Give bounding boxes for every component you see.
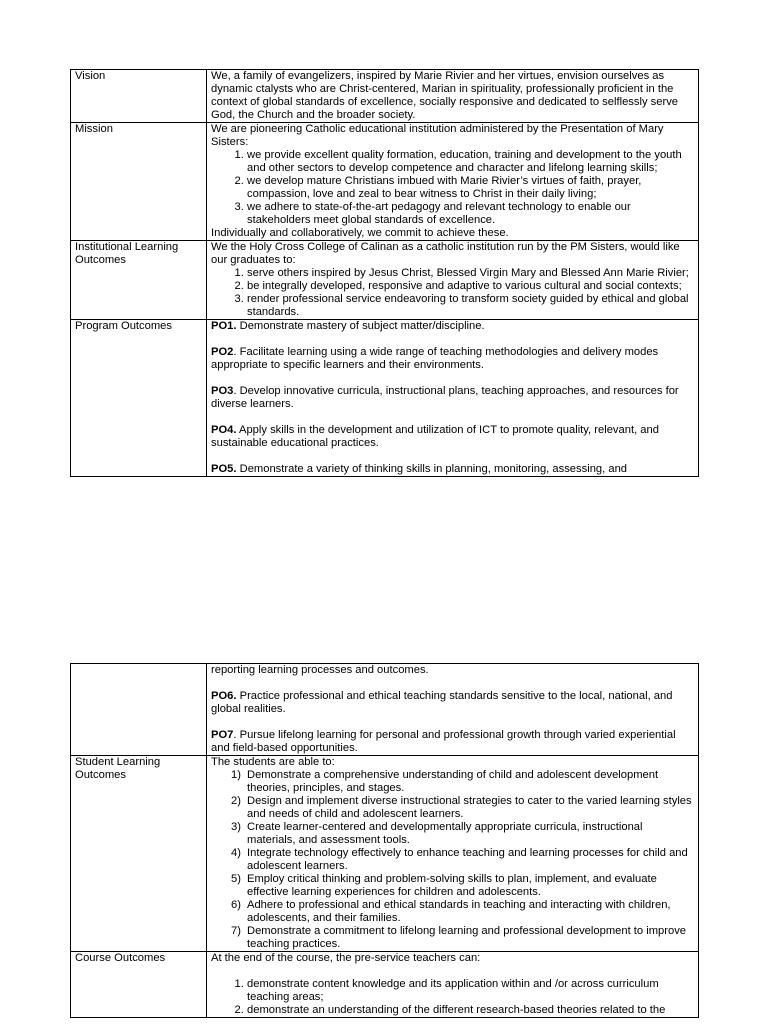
program-outcomes-continued-row bbox=[71, 664, 699, 756]
list-item: Integrate technology effectively to enhance teaching and learning processes for child and adolescent learners. bbox=[247, 847, 688, 872]
list-item: 1. we provide excellent quality formation, education, training and development to the youth and other sectors to develop competence and character and lifelong learning skills; bbox=[247, 149, 694, 175]
list-item: 1. serve others inspired by Jesus Christ, Blessed Virgin Mary and Blessed Ann Marie Rivier; bbox=[247, 267, 694, 280]
slo-intro: The students are able to: bbox=[211, 756, 335, 768]
list-item: 3. we adhere to state-of-the-art pedagogy and relevant technology to enable our stakeholders meet global standards of excellence. bbox=[247, 201, 694, 227]
course-outcomes-list bbox=[211, 978, 694, 1017]
po-text: . Facilitate learning using a wide range of teaching methodologies and delivery modes appropriate to specific learners and their environments. bbox=[211, 346, 659, 371]
po-continued-text: reporting learning processes and outcomes. bbox=[211, 664, 429, 676]
po-code: PO4. bbox=[211, 424, 237, 436]
mission-closing: Individually and collaboratively, we commit to achieve these. bbox=[211, 227, 509, 239]
po-code: PO5. bbox=[211, 463, 237, 475]
mission-row bbox=[71, 123, 699, 241]
ilo-intro: We the Holy Cross College of Calinan as a catholic institution run by the PM Sisters, would like our graduates to: bbox=[211, 241, 680, 266]
po-text: Practice professional and ethical teaching standards sensitive to the local, national, and global realities. bbox=[211, 690, 673, 715]
empty-label-cell bbox=[71, 664, 207, 756]
po-text: Apply skills in the development and utilization of ICT to promote quality, relevant, and sustainable educational practices. bbox=[211, 424, 659, 449]
slo-list bbox=[211, 769, 694, 951]
list-item: 2. demonstrate an understanding of the different research-based theories related to the bbox=[247, 1004, 694, 1017]
po-code: PO6. bbox=[211, 690, 237, 702]
ilo-row bbox=[71, 241, 699, 320]
mission-label: Mission bbox=[71, 123, 207, 241]
po-item bbox=[211, 320, 694, 333]
program-outcomes-content bbox=[207, 320, 699, 477]
spacer bbox=[211, 965, 694, 978]
ilo-content bbox=[207, 241, 699, 320]
vision-text: We, a family of evangelizers, inspired by Marie Rivier and her virtues, envision ourselves as dynamic ctalysts who are Christ-centered, Marian in spirituality, professionally proficient in the context of global standards of excellence, socially responsive and dedicated to selflessly serve God, the Church and the broader society. bbox=[207, 70, 699, 123]
po-text: Demonstrate mastery of subject matter/discipline. bbox=[236, 320, 485, 332]
course-outcomes-intro: At the end of the course, the pre-service teachers can: bbox=[211, 952, 481, 964]
mission-content bbox=[207, 123, 699, 241]
po-item bbox=[211, 463, 694, 476]
slo-label: Student Learning Outcomes bbox=[71, 756, 207, 952]
list-item: Employ critical thinking and problem-solving skills to plan, implement, and evaluate effective learning experiences for children and adolescents. bbox=[247, 873, 657, 898]
mission-list bbox=[211, 149, 694, 227]
list-item: Demonstrate a comprehensive understanding of child and adolescent development theories, principles, and stages. bbox=[247, 769, 659, 794]
po-text: . Pursue lifelong learning for personal and professional growth through varied experiential and field-based opportunities. bbox=[211, 729, 676, 754]
course-outcomes-content bbox=[207, 952, 699, 1018]
ilo-list bbox=[211, 267, 694, 319]
po-code: PO7 bbox=[211, 729, 234, 741]
list-item: Design and implement diverse instructional strategies to cater to the varied learning styles and needs of child and adolescent learners. bbox=[247, 795, 692, 820]
program-outcomes-row bbox=[71, 320, 699, 477]
list-item: Demonstrate a commitment to lifelong learning and professional development to improve teaching practices. bbox=[247, 925, 687, 950]
po-text: . Develop innovative curricula, instructional plans, teaching approaches, and resources for diverse learners. bbox=[211, 385, 679, 410]
list-item: Create learner-centered and developmentally appropriate curricula, instructional materials, and assessment tools. bbox=[247, 821, 643, 846]
slo-content bbox=[207, 756, 699, 952]
po-item bbox=[211, 385, 694, 411]
po-item bbox=[211, 729, 694, 755]
program-outcomes-label: Program Outcomes bbox=[71, 320, 207, 477]
course-outcomes-label: Course Outcomes bbox=[71, 952, 207, 1018]
ilo-label: Institutional Learning Outcomes bbox=[71, 241, 207, 320]
list-item: 3. render professional service endeavoring to transform society guided by ethical and global standards. bbox=[247, 293, 694, 319]
po-item bbox=[211, 346, 694, 372]
mission-intro: We are pioneering Catholic educational institution administered by the Presentation of Mary Sisters: bbox=[211, 123, 664, 148]
po-text: Demonstrate a variety of thinking skills in planning, monitoring, assessing, and bbox=[236, 463, 628, 475]
vision-row bbox=[71, 70, 699, 123]
course-outcomes-row bbox=[71, 952, 699, 1018]
po-item bbox=[211, 690, 694, 716]
po-code: PO3 bbox=[211, 385, 234, 397]
list-item: 2. be integrally developed, responsive and adaptive to various cultural and social contexts; bbox=[247, 280, 694, 293]
vision-label: Vision bbox=[71, 70, 207, 123]
list-item: Adhere to professional and ethical standards in teaching and interacting with children, adolescents, and their families. bbox=[247, 899, 671, 924]
po-code: PO2 bbox=[211, 346, 234, 358]
slo-row bbox=[71, 756, 699, 952]
list-item: 2. we develop mature Christians imbued with Marie Rivier’s virtues of faith, prayer, compassion, love and zeal to bear witness to Christ in their daily living; bbox=[247, 175, 694, 201]
po-code: PO1. bbox=[211, 320, 237, 332]
program-outcomes-continued bbox=[207, 664, 699, 756]
po-item bbox=[211, 424, 694, 450]
page1-table bbox=[70, 69, 699, 477]
list-item: 1. demonstrate content knowledge and its application within and /or across curriculum teaching areas; bbox=[247, 978, 694, 1004]
page2-table bbox=[70, 663, 699, 1018]
